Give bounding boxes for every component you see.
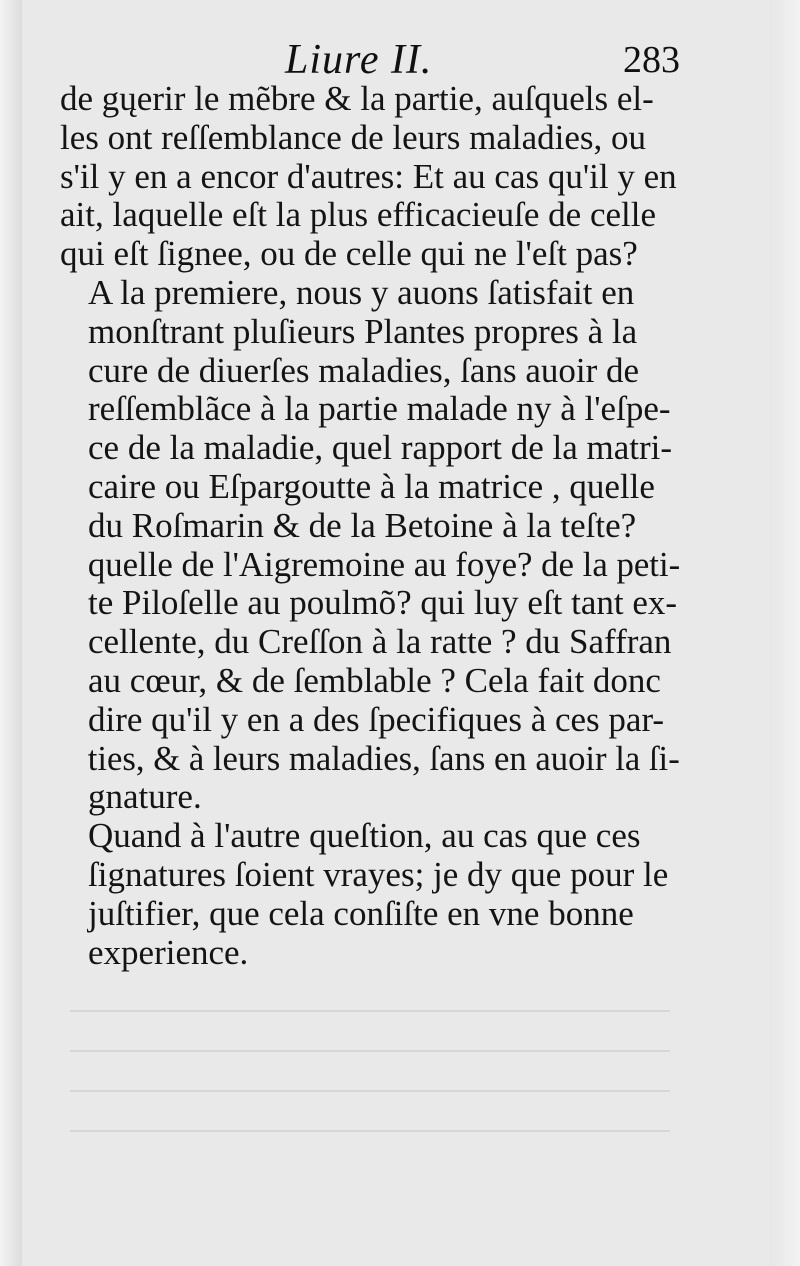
text-line: les ont reſſemblance de leurs maladies, ou: [60, 117, 647, 157]
text-line: ce de la maladie, quel rapport de la matri-: [88, 428, 673, 468]
text-line: experience.: [88, 932, 249, 972]
page-edge: [770, 0, 800, 1266]
text-line: s'il y en a encor d'autres: Et au cas qu'il y en: [60, 156, 677, 196]
page-gutter: [0, 0, 22, 1266]
text-line: juſtifier, que cela conſiſte en vne bonne: [88, 893, 634, 933]
show-through: [70, 980, 670, 1150]
text-line: quelle de l'Aigremoine au foye? de la peti-: [87, 544, 681, 584]
paragraph: [60, 817, 680, 972]
text-line: cellente, du Creſſon à la ratte ? du Saffran: [88, 622, 672, 662]
text-line: gnature.: [88, 777, 202, 817]
text-line: dire qu'il y en a des ſpecifiques à ces par-: [88, 699, 665, 739]
text-line: A la premiere, nous y auons ſatisfait en: [88, 272, 635, 312]
text-line: au cœur, & de ſemblable ? Cela fait donc: [88, 660, 661, 700]
paragraph: [60, 274, 680, 817]
text-line: qui eſt ſignee, ou de celle qui ne l'eſt pas?: [60, 234, 638, 274]
text-line: ties, & à leurs maladies, ſans en auoir la ſi-: [87, 738, 680, 778]
text-line: te Piloſelle au poulmõ? qui luy eſt tant ex-: [88, 583, 678, 623]
body-text: [60, 80, 680, 972]
text-line: caire ou Eſpargoutte à la matrice , quelle: [88, 466, 655, 506]
page-number: 283: [623, 39, 680, 81]
book-title: Liure II.: [285, 37, 433, 83]
text-line: reſſemblãce à la partie malade ny à l'eſpe-: [88, 389, 671, 429]
text-line: monſtrant pluſieurs Plantes propres à la: [88, 311, 638, 351]
paragraph: [60, 80, 680, 274]
text-line: cure de diuerſes maladies, ſans auoir de: [88, 350, 640, 390]
text-line: Quand à l'autre queſtion, au cas que ces: [88, 816, 641, 856]
text-line: ait, laquelle eſt la plus efficacieuſe de celle: [60, 195, 656, 235]
text-line: ſignatures ſoient vrayes; je dy que pour le: [88, 854, 669, 894]
text-line: de gųerir le mẽbre & la partie, auſquels el-: [60, 79, 654, 118]
text-line: du Roſmarin & de la Betoine à la teſte?: [88, 505, 637, 545]
